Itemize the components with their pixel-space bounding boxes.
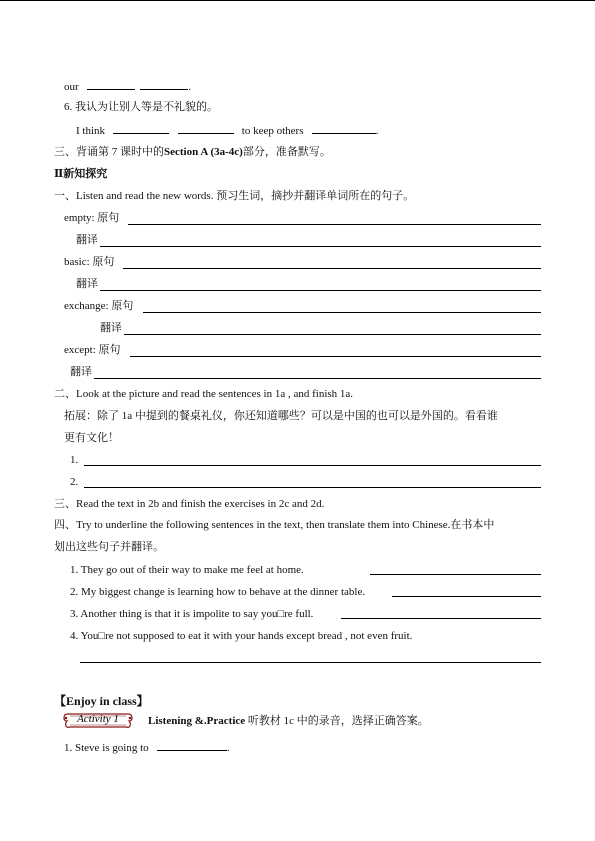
translation-label: 翻译: [70, 366, 92, 378]
section-3-recite: 三、背诵第 7 课时中的Section A (3a-4c)部分，准备默写。: [54, 146, 331, 158]
enjoy-in-class-heading: 【Enjoy in class】: [54, 694, 149, 708]
section-heading: Ⅱ新知探究: [54, 168, 108, 180]
translation-label: 翻译: [100, 322, 122, 334]
answer-line[interactable]: [341, 618, 541, 619]
translation-label: 翻译: [76, 234, 98, 246]
task-4-line-1: 四、Try to underline the following sentences in the text, then translate them into Chinese.在书本中: [54, 519, 495, 531]
answer-number-2: 2.: [70, 476, 79, 488]
sentence-1: 1. They go out of their way to make me feel at home.: [70, 564, 304, 576]
answer-line[interactable]: [84, 465, 541, 466]
task-1: 一、Listen and read the new words. 预习生词，摘抄并翻译单词所在的句子。: [54, 190, 415, 202]
blank[interactable]: [140, 79, 188, 90]
answer-line[interactable]: [123, 268, 541, 269]
blank[interactable]: [157, 740, 227, 751]
blank[interactable]: [113, 123, 169, 134]
answer-line[interactable]: [100, 290, 541, 291]
activity-badge: Activity 1: [62, 711, 134, 730]
blank[interactable]: [312, 123, 376, 134]
answer-line[interactable]: [370, 574, 541, 575]
header-rule: [0, 0, 595, 1]
extension-line-2: 更有文化！: [64, 432, 119, 444]
word-except-label: except: 原句: [64, 344, 121, 356]
task-2: 二、Look at the picture and read the sentences in 1a , and finish 1a.: [54, 388, 354, 400]
answer-line[interactable]: [100, 246, 541, 247]
answer-line[interactable]: [128, 224, 541, 225]
sentence-4: 4. You□re not supposed to eat it with your hands except bread , not even fruit.: [70, 630, 413, 642]
answer-line[interactable]: [124, 334, 541, 335]
item-6: 6. 我认为让别人等是不礼貌的。: [64, 101, 218, 113]
blank[interactable]: [87, 79, 135, 90]
word-basic-label: basic: 原句: [64, 256, 115, 268]
text-line-our: our .: [64, 81, 192, 93]
answer-line[interactable]: [130, 356, 541, 357]
blank[interactable]: [178, 123, 234, 134]
task-4-line-2: 划出这些句子并翻译。: [54, 541, 164, 553]
item-6-sentence: I think to keep others .: [76, 125, 379, 137]
extension-line-1: 拓展：除了 1a 中提到的餐桌礼仪，你还知道哪些？可以是中国的也可以是外国的。看看谁: [64, 410, 498, 422]
word-exchange-label: exchange: 原句: [64, 300, 134, 312]
sentence-2: 2. My biggest change is learning how to behave at the dinner table.: [70, 586, 366, 598]
listening-practice-line: Listening &.Practice 听教材 1c 中的录音，选择正确答案。: [148, 715, 429, 727]
translation-label: 翻译: [76, 278, 98, 290]
sentence-3: 3. Another thing is that it is impolite to say you□re full.: [70, 608, 314, 620]
word-empty-label: empty: 原句: [64, 212, 120, 224]
question-steve: 1. Steve is going to .: [64, 742, 230, 754]
task-3: 三、Read the text in 2b and finish the exercises in 2c and 2d.: [54, 498, 325, 510]
answer-line[interactable]: [80, 662, 541, 663]
answer-line[interactable]: [94, 378, 541, 379]
answer-line[interactable]: [143, 312, 541, 313]
answer-line[interactable]: [392, 596, 541, 597]
answer-line[interactable]: [84, 487, 541, 488]
answer-number-1: 1.: [70, 454, 79, 466]
